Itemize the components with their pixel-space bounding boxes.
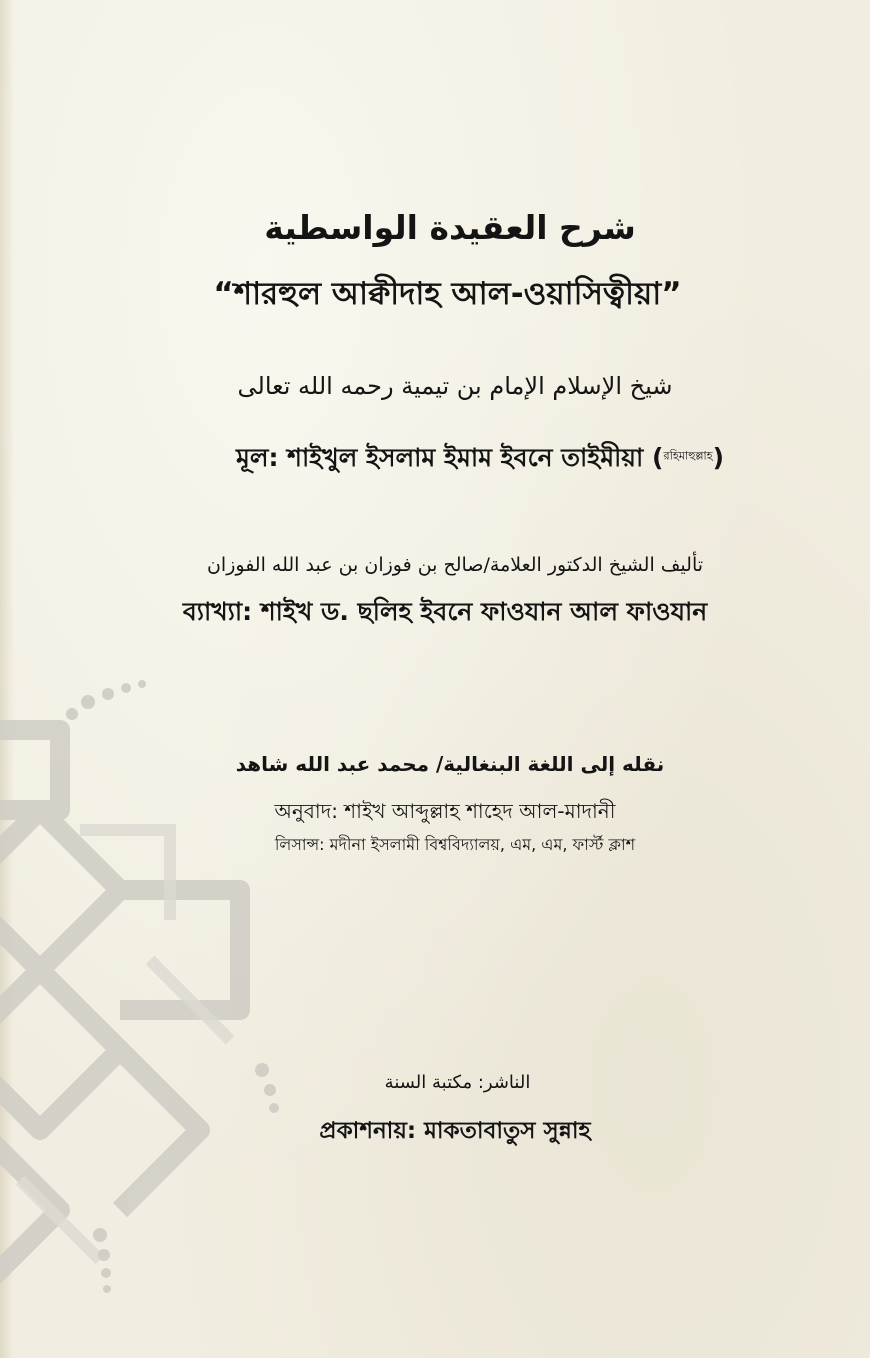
publisher-arabic: الناشر: مكتبة السنة [384, 1072, 531, 1093]
author-arabic: شيخ الإسلام الإمام بن تيمية رحمه الله تعالى [237, 372, 673, 400]
commentary-bengali: ব্যাখ্যা: শাইখ ড. ছলিহ ইবনে ফাওযান আল ফাওযান [182, 597, 708, 626]
author-honorific: রহিমাহুল্লাহ [663, 449, 713, 463]
title-bengali: “শারহুল আক্বীদাহ আল-ওয়াসিত্বীয়া” [213, 276, 682, 312]
author-bengali-suffix: ) [712, 443, 725, 472]
title-arabic: شرح العقيدة الواسطية [264, 208, 636, 247]
commentary-arabic: تأليف الشيخ الدكتور العلامة/صالح بن فوزان بن عبد الله الفوزان [206, 554, 704, 576]
author-bengali [0, 438, 870, 481]
author-bengali-prefix: মূল: শাইখুল ইসলাম ইমাম ইবনে তাইমীয়া ( [235, 443, 664, 472]
publisher-bengali: প্রকাশনায়: মাকতাবাতুস সুন্নাহ [319, 1118, 591, 1144]
translation-bengali: অনুবাদ: শাইখ আব্দুল্লাহ শাহেদ আল-মাদানী [274, 799, 616, 823]
translation-arabic: نقله إلى اللغة البنغالية/ محمد عبد الله شاهد [235, 752, 665, 776]
translator-degree: লিসান্স: মদীনা ইসলামী বিশ্ববিদ্যালয়, এম, এম, ফার্স্ট ক্লাশ [274, 835, 636, 854]
